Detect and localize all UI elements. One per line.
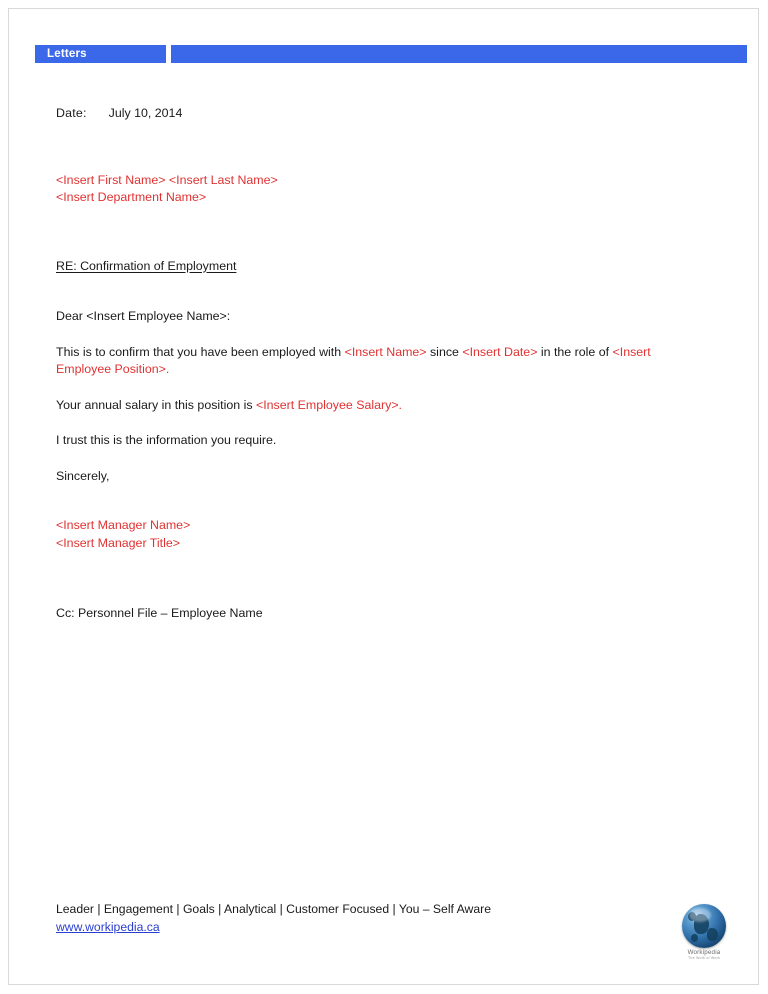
logo-caption: Workipedia xyxy=(687,949,721,956)
document-header-band xyxy=(9,45,758,63)
globe-icon xyxy=(682,904,726,948)
date-label: Date: xyxy=(56,106,87,120)
logo-subcaption: The Work of Work xyxy=(687,956,721,960)
recipient-department: <Insert Department Name> xyxy=(56,190,207,204)
placeholder-insert-name: <Insert Name> xyxy=(344,344,427,359)
signature-block xyxy=(56,517,686,552)
document-footer xyxy=(56,901,686,936)
date-value: July 10, 2014 xyxy=(108,106,183,120)
cc-line: Cc: Personnel File – Employee Name xyxy=(56,606,263,620)
paragraph-1-text-2: since xyxy=(426,344,463,359)
paragraph-2-text-1: Your annual salary in this position is xyxy=(56,397,256,412)
paragraph-1-text-1: This is to confirm that you have been employed with xyxy=(56,344,345,359)
closing: Sincerely, xyxy=(56,468,110,483)
paragraph-1-text-3: in the role of xyxy=(537,344,613,359)
body-paragraph-2 xyxy=(56,397,686,415)
workipedia-logo xyxy=(676,904,732,966)
subject-text: RE: Confirmation of Employment xyxy=(56,258,237,273)
salutation: Dear <Insert Employee Name>: xyxy=(56,309,231,323)
placeholder-insert-date: <Insert Date> xyxy=(462,344,538,359)
subject-line xyxy=(56,257,686,276)
placeholder-insert-employee-position: <Insert Employee Position>. xyxy=(56,344,651,376)
recipient-address-block xyxy=(56,172,686,207)
body-paragraph-3: I trust this is the information you require. xyxy=(56,433,277,447)
signature-title: <Insert Manager Title> xyxy=(56,535,180,550)
footer-tagline: Leader | Engagement | Goals | Analytical | Customer Focused | You – Self Aware xyxy=(56,902,491,916)
document-page xyxy=(8,8,759,985)
date-row xyxy=(56,105,686,123)
signature-name: <Insert Manager Name> xyxy=(56,518,191,532)
recipient-name: <Insert First Name> <Insert Last Name> xyxy=(56,172,278,187)
section-tab-letters: Letters xyxy=(35,45,166,63)
header-rule xyxy=(171,45,747,63)
body-paragraph-1 xyxy=(56,344,686,379)
footer-website-link[interactable]: www.workipedia.ca xyxy=(56,920,160,934)
placeholder-insert-employee-salary: <Insert Employee Salary>. xyxy=(255,397,402,412)
letter-body xyxy=(56,105,686,623)
